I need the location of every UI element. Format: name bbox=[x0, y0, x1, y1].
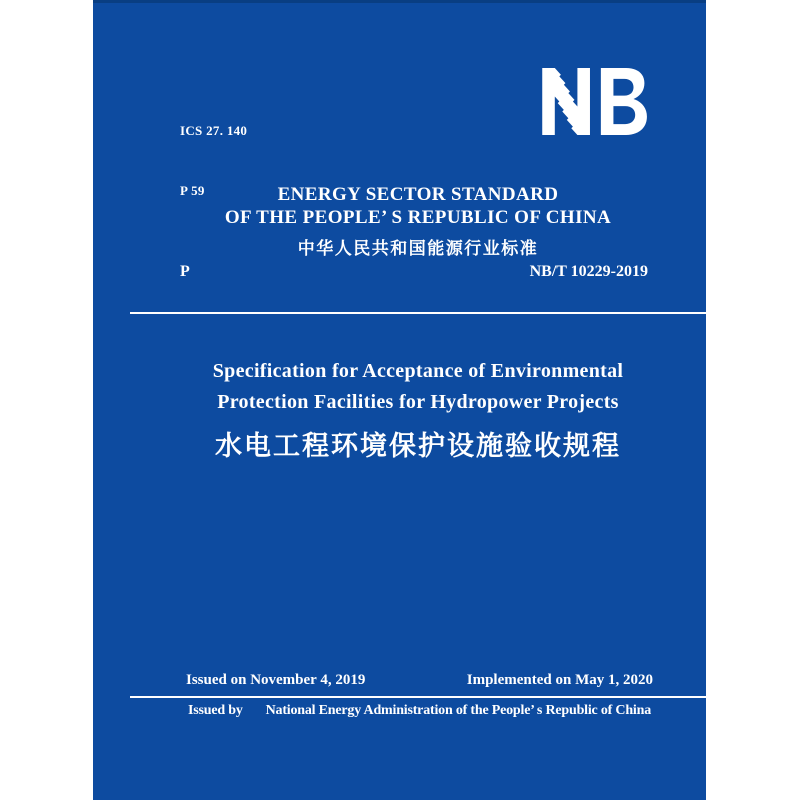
footer-divider-rule bbox=[130, 696, 706, 698]
header-line-1: ENERGY SECTOR STANDARD bbox=[277, 184, 559, 205]
header-line-chinese: 中华人民共和国能源行业标准 bbox=[297, 239, 539, 258]
title-line-1: Specification for Acceptance of Environmental bbox=[212, 360, 624, 382]
issuer-name: National Energy Administration of the People’ s Republic of China bbox=[265, 703, 651, 718]
title-line-chinese: 水电工程环境保护设施验收规程 bbox=[215, 431, 621, 461]
standard-number: NB/T 10229-2019 bbox=[529, 263, 648, 280]
cover-content bbox=[130, 0, 706, 800]
header-divider-rule bbox=[130, 312, 706, 314]
implemented-date: Implemented on May 1, 2020 bbox=[466, 672, 653, 688]
category-letter: P bbox=[180, 263, 190, 280]
code-row bbox=[130, 263, 706, 281]
standard-cover bbox=[93, 0, 706, 800]
nb-logo-icon bbox=[542, 68, 648, 135]
dates-row bbox=[130, 672, 706, 689]
doc-class-code: P 59 bbox=[180, 183, 205, 198]
issued-by-label: Issued by bbox=[188, 703, 243, 718]
standard-header bbox=[130, 183, 706, 259]
standard-title bbox=[130, 356, 706, 463]
issued-date: Issued on November 4, 2019 bbox=[186, 672, 366, 688]
title-line-2: Protection Facilities for Hydropower Projects bbox=[217, 391, 619, 413]
ics-code: ICS 27. 140 bbox=[180, 123, 248, 138]
header-line-2: OF THE PEOPLE’ S REPUBLIC OF CHINA bbox=[224, 207, 612, 228]
issuer-row bbox=[130, 703, 706, 719]
